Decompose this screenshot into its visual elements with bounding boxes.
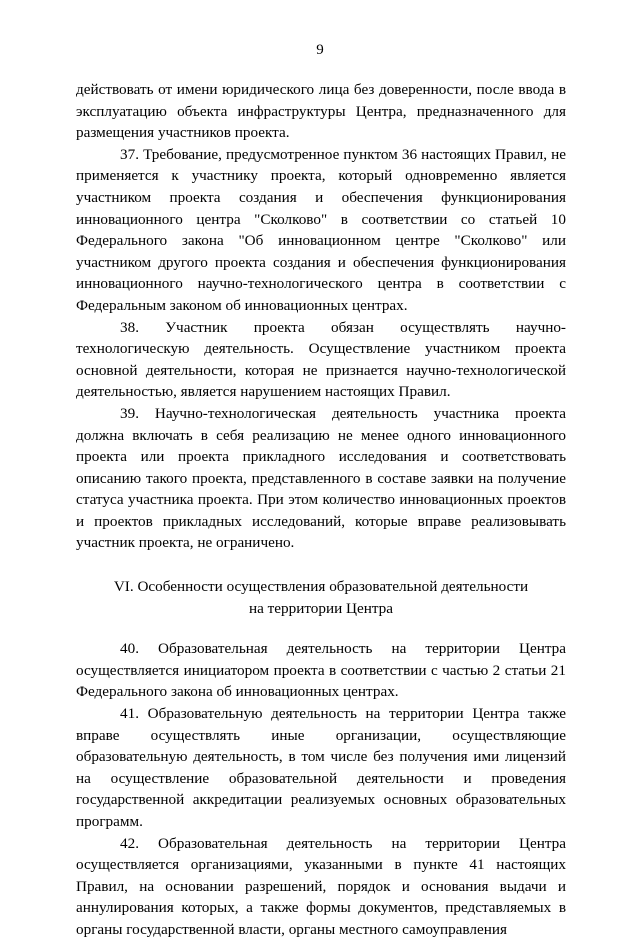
paragraph-40: 40. Образовательная деятельность на территории Центра осуществляется инициатором проекта в соответствии с частью 2 статьи 21 Федерального закона об инновационных центрах. — [76, 640, 566, 701]
paragraph-42: 42. Образовательная деятельность на территории Центра осуществляется организациями, указанными в пункте 41 настоящих Правил, на основании разрешений, порядок и основания выдачи и аннулирования которых, а также формы документов, представляемых в органы государственной власти, органы местного самоуправления — [76, 834, 566, 938]
document-body — [76, 79, 566, 941]
paragraph-continuation: действовать от имени юридического лица без доверенности, после ввода в эксплуатацию объекта инфраструктуры Центра, предназначенного для размещения участников проекта. — [76, 81, 566, 142]
paragraph-37: 37. Требование, предусмотренное пунктом 36 настоящих Правил, не применяется к участнику проекта, который одновременно является участником проекта создания и обеспечения функционирования инновационного центра "Сколково" в соответствии со статьей 10 Федерального закона "Об инновационном центре "Сколково" или участником другого проекта создания и обеспечения функционирования инновационного научно-технологического центра в соответствии с Федеральным законом об инновационных центрах. — [76, 145, 566, 314]
paragraph-38: 38. Участник проекта обязан осуществлять научно-технологическую деятельность. Осуществление участником проекта основной деятельности, которая не признается научно-технологической деятельностью, является нарушением настоящих Правил. — [76, 318, 566, 401]
page-number: 9 — [316, 42, 324, 58]
section-heading-line-1: VI. Особенности осуществления образовательной деятельности — [113, 578, 529, 596]
paragraph-39: 39. Научно-технологическая деятельность участника проекта должна включать в себя реализацию не менее одного инновационного проекта или проекта прикладного исследования и соответствовать описанию такого проекта, представленного в составе заявки на получение статуса участника проекта. При этом количество инновационных проектов и проектов прикладных исследований, которые вправе реализовывать участник проекта, не ограничено. — [76, 404, 566, 552]
paragraph-41: 41. Образовательную деятельность на территории Центра также вправе осуществлять иные организации, осуществляющие образовательную деятельность, в том числе без получения ими лицензий на осуществление образовательной деятельности и проведения государственной аккредитации реализуемых основных образовательных программ. — [76, 705, 566, 830]
section-heading-line-2: на территории Центра — [248, 599, 394, 617]
section-heading — [76, 576, 566, 619]
